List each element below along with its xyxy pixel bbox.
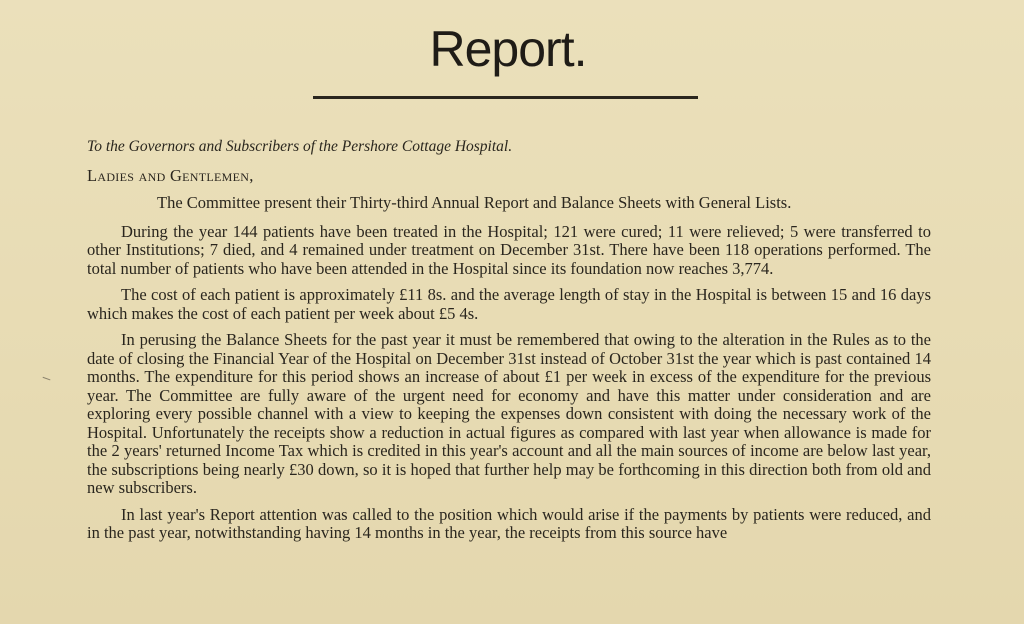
- title-underline: [313, 96, 698, 99]
- paragraph-intro: The Committee present their Thirty-third Annual Report and Balance Sheets with General Lists.: [157, 193, 792, 212]
- salutation: Ladies and Gentlemen,: [87, 165, 254, 185]
- paragraph-patients: During the year 144 patients have been treated in the Hospital; 121 were cured; 11 were relieved; 5 were transferred to other Institutions; 7 died, and 4 remained under treatment on December 31st. There have been 118 operations performed. The total number of patients who have been attended in the Hospital since its foundation now reaches 3,774.: [87, 221, 931, 278]
- address-line: To the Governors and Subscribers of the Pershore Cottage Hospital.: [87, 138, 513, 155]
- paragraph-cost: The cost of each patient is approximately £11 8s. and the average length of stay in the Hospital is between 15 and 16 days which makes the cost of each patient per week about £5 4s.: [87, 285, 931, 323]
- page-title: Report.: [429, 21, 587, 77]
- report-body: [87, 138, 931, 551]
- paragraph-payments: In last year's Report attention was called to the position which would arise if the payments by patients were reduced, and in the past year, notwithstanding having 14 months in the year, the receipts from this source have: [87, 504, 931, 542]
- margin-mark: [42, 377, 51, 383]
- paragraph-balance-sheets: In perusing the Balance Sheets for the past year it must be remembered that owing to the alteration in the Rules as to the date of closing the Financial Year of the Hospital on December 31st instead of October 31st the year which is past contained 14 months. The expenditure for this period shows an increase of about £1 per week in excess of the expenditure for the previous year. The Committee are fully aware of the urgent need for economy and have this matter under consideration and are exploring every possible channel with a view to keeping the expenses down consistent with doing the necessary work of the Hospital. Unfortunately the receipts show a reduction in actual figures as compared with last year when allowance is made for the 2 years' returned Income Tax which is credited in this year's account and all the main sources of income are below last year, the subscriptions being nearly £30 down, so it is hoped that further help may be forthcoming in this direction both from old and new subscribers.: [87, 330, 931, 497]
